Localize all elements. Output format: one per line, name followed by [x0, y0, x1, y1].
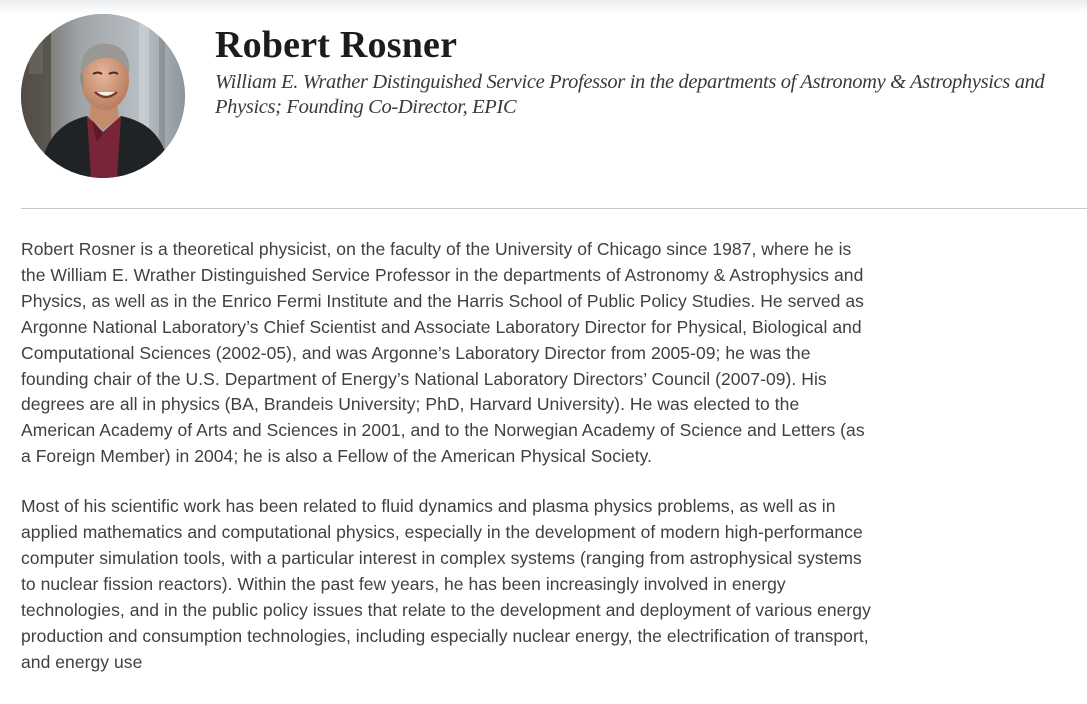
profile-title: William E. Wrather Distinguished Service Professor in the departments of Astronomy & Astrophysics and Physics; Founding Co-Director, EPIC	[215, 71, 1045, 118]
biography	[21, 237, 871, 700]
profile-header	[0, 0, 1087, 209]
header-divider	[21, 208, 1087, 209]
profile-name: Robert Rosner	[215, 24, 458, 66]
bio-paragraph: Most of his scientific work has been related to fluid dynamics and plasma physics problems, as well as in applied mathematics and computational physics, especially in the development of modern high-performance computer simulation tools, with a particular interest in complex systems (ranging from astrophysical systems to nuclear fission reactors). Within the past few years, he has been increasingly involved in energy technologies, and in the public policy issues that relate to the development and deployment of various energy production and consumption technologies, including especially nuclear energy, the electrification of transport, and energy use	[21, 496, 871, 672]
bottom-fade	[0, 698, 1087, 704]
profile-photo	[21, 14, 185, 178]
person-portrait-icon	[21, 14, 185, 178]
bio-paragraph: Robert Rosner is a theoretical physicist, on the faculty of the University of Chicago since 1987, where he is the William E. Wrather Distinguished Service Professor in the departments of Astronomy & Astrophysics and Physics, as well as in the Enrico Fermi Institute and the Harris School of Public Policy Studies. He served as Argonne National Laboratory’s Chief Scientist and Associate Laboratory Director for Physical, Biological and Computational Sciences (2002-05), and was Argonne’s Laboratory Director from 2005-09; he was the founding chair of the U.S. Department of Energy’s National Laboratory Directors’ Council (2007-09). His degrees are all in physics (BA, Brandeis University; PhD, Harvard University). He was elected to the American Academy of Arts and Sciences in 2001, and to the Norwegian Academy of Science and Letters (as a Foreign Member) in 2004; he is also a Fellow of the American Physical Society.	[21, 239, 865, 467]
